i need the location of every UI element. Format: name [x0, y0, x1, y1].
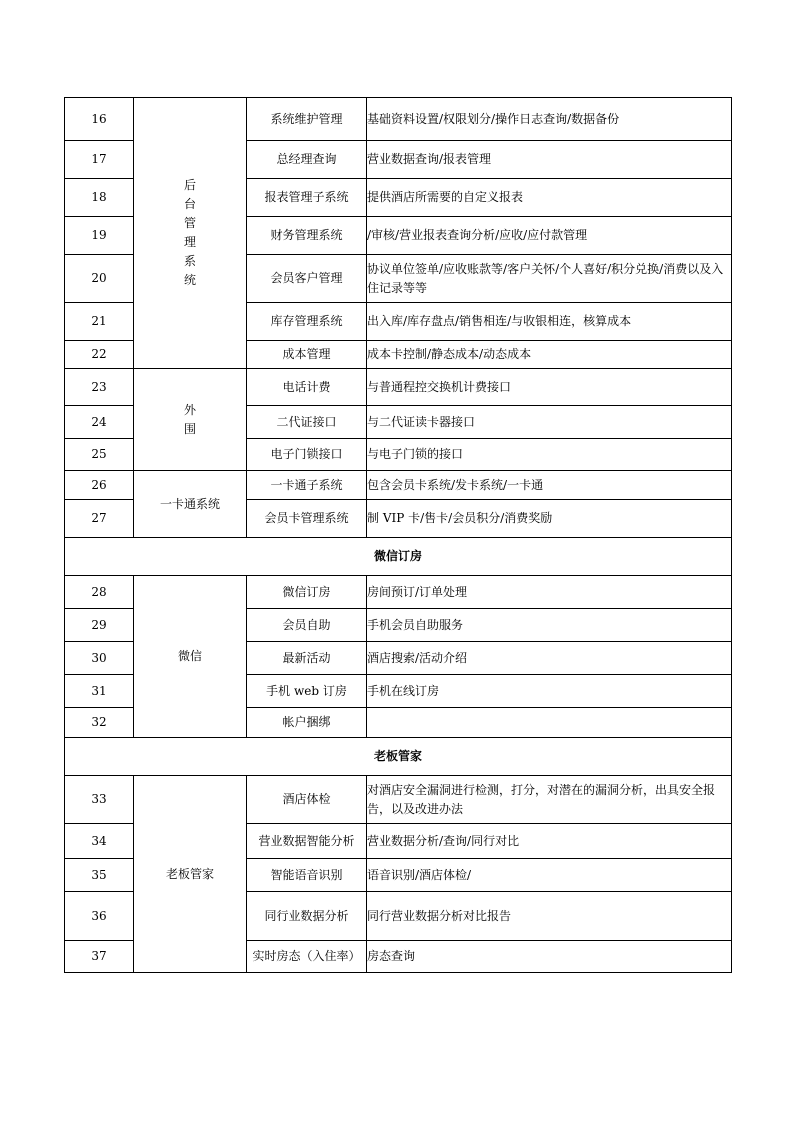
module-description: 协议单位签单/应收账款等/客户关怀/个人喜好/积分兑换/消费以及入住记录等等 — [367, 255, 732, 303]
module-description: 与普通程控交换机计费接口 — [367, 369, 732, 406]
module-description: 对酒店安全漏洞进行检测，打分，对潜在的漏洞分析，出具安全报告，以及改进办法 — [367, 776, 732, 824]
group-char: 后 — [183, 178, 196, 192]
row-number: 16 — [65, 98, 134, 141]
module-name: 二代证接口 — [247, 406, 367, 439]
group-char: 围 — [183, 421, 196, 436]
row-number: 21 — [65, 303, 134, 341]
row-number: 17 — [65, 141, 134, 179]
module-description: 营业数据查询/报表管理 — [367, 141, 732, 179]
table-row — [65, 576, 732, 609]
group-char: 外 — [183, 402, 196, 417]
group-boss: 老板管家 — [134, 776, 247, 973]
module-description: 与二代证读卡器接口 — [367, 406, 732, 439]
module-name: 酒店体检 — [247, 776, 367, 824]
module-name: 实时房态（入住率） — [247, 941, 367, 973]
row-number: 33 — [65, 776, 134, 824]
section-title-wechat: 微信订房 — [65, 538, 732, 576]
module-description: 制 VIP 卡/售卡/会员积分/消费奖励 — [367, 500, 732, 538]
module-name: 智能语音识别 — [247, 859, 367, 892]
module-name: 系统维护管理 — [247, 98, 367, 141]
module-name: 营业数据智能分析 — [247, 824, 367, 859]
section-row — [65, 738, 732, 776]
module-name: 手机 web 订房 — [247, 675, 367, 708]
module-name: 微信订房 — [247, 576, 367, 609]
module-name: 一卡通子系统 — [247, 471, 367, 500]
module-name: 报表管理子系统 — [247, 179, 367, 217]
group-char: 统 — [183, 273, 196, 287]
module-description — [367, 708, 732, 738]
module-description: 语音识别/酒店体检/ — [367, 859, 732, 892]
row-number: 22 — [65, 341, 134, 369]
module-description: 同行营业数据分析对比报告 — [367, 892, 732, 941]
module-name: 同行业数据分析 — [247, 892, 367, 941]
module-description: 提供酒店所需要的自定义报表 — [367, 179, 732, 217]
module-name: 会员卡管理系统 — [247, 500, 367, 538]
row-number: 23 — [65, 369, 134, 406]
module-name: 财务管理系统 — [247, 217, 367, 255]
row-number: 35 — [65, 859, 134, 892]
module-description: 出入库/库存盘点/销售相连/与收银相连，核算成本 — [367, 303, 732, 341]
group-peripheral — [134, 369, 247, 471]
group-char: 系 — [183, 254, 196, 268]
module-description: 酒店搜索/活动介绍 — [367, 642, 732, 675]
module-description: 营业数据分析/查询/同行对比 — [367, 824, 732, 859]
module-description: 成本卡控制/静态成本/动态成本 — [367, 341, 732, 369]
module-description: 手机会员自助服务 — [367, 609, 732, 642]
section-title-boss: 老板管家 — [65, 738, 732, 776]
module-description: /审核/营业报表查询分析/应收/应付款管理 — [367, 217, 732, 255]
group-char: 理 — [183, 235, 196, 249]
table-row — [65, 471, 732, 500]
module-name: 会员客户管理 — [247, 255, 367, 303]
row-number: 25 — [65, 439, 134, 471]
row-number: 32 — [65, 708, 134, 738]
row-number: 28 — [65, 576, 134, 609]
module-description: 基础资料设置/权限划分/操作日志查询/数据备份 — [367, 98, 732, 141]
module-name: 电子门锁接口 — [247, 439, 367, 471]
table-row — [65, 369, 732, 406]
group-onecard: 一卡通系统 — [134, 471, 247, 538]
module-description: 包含会员卡系统/发卡系统/一卡通 — [367, 471, 732, 500]
section-row — [65, 538, 732, 576]
module-description: 房间预订/订单处理 — [367, 576, 732, 609]
module-name: 最新活动 — [247, 642, 367, 675]
module-description: 房态查询 — [367, 941, 732, 973]
row-number: 29 — [65, 609, 134, 642]
group-char: 台 — [183, 197, 196, 211]
row-number: 26 — [65, 471, 134, 500]
module-name: 电话计费 — [247, 369, 367, 406]
module-name: 帐户捆绑 — [247, 708, 367, 738]
module-description: 手机在线订房 — [367, 675, 732, 708]
table-row — [65, 98, 732, 141]
row-number: 18 — [65, 179, 134, 217]
table-row — [65, 776, 732, 824]
row-number: 30 — [65, 642, 134, 675]
row-number: 34 — [65, 824, 134, 859]
row-number: 36 — [65, 892, 134, 941]
module-name: 总经理查询 — [247, 141, 367, 179]
group-char: 管 — [183, 216, 196, 230]
row-number: 27 — [65, 500, 134, 538]
module-description: 与电子门锁的接口 — [367, 439, 732, 471]
row-number: 31 — [65, 675, 134, 708]
module-table — [64, 97, 732, 973]
row-number: 20 — [65, 255, 134, 303]
row-number: 24 — [65, 406, 134, 439]
group-wechat: 微信 — [134, 576, 247, 738]
module-name: 会员自助 — [247, 609, 367, 642]
module-name: 库存管理系统 — [247, 303, 367, 341]
row-number: 19 — [65, 217, 134, 255]
row-number: 37 — [65, 941, 134, 973]
group-backend — [134, 98, 247, 369]
module-name: 成本管理 — [247, 341, 367, 369]
